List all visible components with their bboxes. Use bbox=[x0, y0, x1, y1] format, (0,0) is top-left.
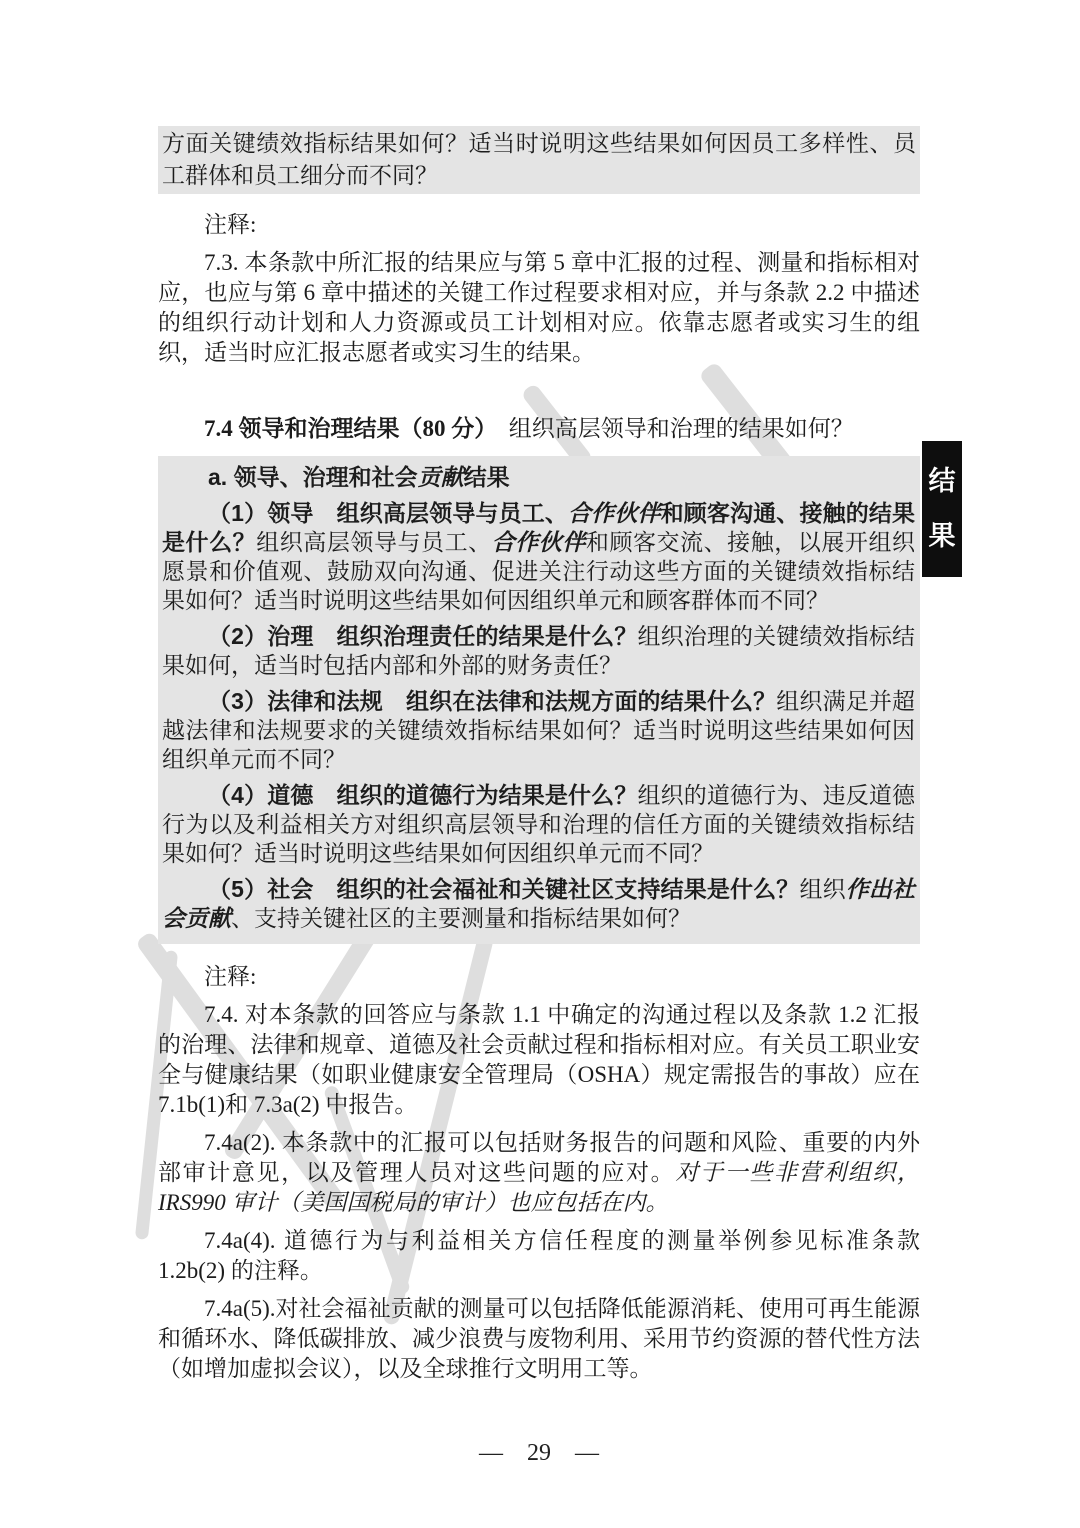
text-run: 对于一些非营利组织，IRS990 审计（美国国税局的审计）也应包括在内。 bbox=[158, 1160, 921, 1215]
section-a-highlight-block bbox=[158, 456, 920, 944]
text-run: 和顾客沟通、接触的结果是什么？ bbox=[162, 500, 916, 555]
note-paragraph-7-4a4: 7.4a(4). 道德行为与利益相关方信任程度的测量举例参见标准条款 1.2b(2) 的注释。 bbox=[158, 1228, 920, 1283]
text-run: 和顾客交流、接触，以展开组织愿景和价值观、鼓励双向沟通、促进关注行动这些方面的关键绩效指标结果如何？适当时说明这些结果如何因组织单元和顾客群体而不同？ bbox=[162, 529, 916, 613]
text-run: 组织满足并超越法律和法规要求的关键绩效指标结果如何？适当时说明这些结果如何因组织单元而不同？ bbox=[162, 688, 915, 772]
item-4-ethics bbox=[162, 781, 915, 868]
text-run: （4）道德 组织的道德行为结果是什么？ bbox=[208, 782, 638, 808]
text-run: 合作伙伴 bbox=[568, 501, 661, 526]
text-run: 结果 bbox=[463, 464, 510, 490]
heading-7-4 bbox=[158, 414, 920, 444]
page-number bbox=[158, 1438, 920, 1468]
text-run: （5）社会 组织的社会福祉和关键社区支持结果是什么？ bbox=[208, 876, 800, 902]
item-2-governance bbox=[162, 622, 915, 680]
text-run: （3）法律和法规 组织在法律和法规方面的结果什么？ bbox=[208, 688, 777, 714]
text-run: 组织的道德行为、违反道德行为以及利益相关方对组织高层领导和治理的信任方面的关键绩效指标结果如何？适当时说明这些结果如何因组织单元而不同？ bbox=[162, 782, 916, 866]
text-run: 组织高层领导和治理的结果如何？ bbox=[485, 416, 854, 441]
page-content bbox=[158, 0, 920, 1468]
text-run: 作出社会贡献 bbox=[162, 877, 915, 931]
page-number-dash-left: — bbox=[479, 1440, 503, 1466]
text-run: 7.4a(2). 本条款中的汇报可以包括财务报告的问题和风险、重要的内外部审计意见，以及管理人员对这些问题的应对。 bbox=[158, 1130, 920, 1185]
text-run: 组织 bbox=[799, 876, 846, 902]
chapter-tab-char: 果 bbox=[928, 520, 956, 551]
notes-label-1: 注释: bbox=[204, 212, 257, 237]
item-5-society bbox=[162, 875, 915, 933]
note-paragraph-7-4a2 bbox=[158, 1128, 920, 1218]
page-number-dash-right: — bbox=[575, 1440, 599, 1466]
text-run: 组织治理的关键绩效指标结果如何，适当时包括内部和外部的财务责任？ bbox=[162, 623, 916, 678]
text-run: （2）治理 组织治理责任的结果是什么？ bbox=[208, 623, 638, 649]
note-paragraph-7-3: 7.3. 本条款中所汇报的结果应与第 5 章中汇报的过程、测量和指标相对应，也应与第 6 章中描述的关键工作过程要求相对应，并与条款 2.2 中描述的组织行动计划和人力资源或员工计划相对应。依靠志愿者或实习生的组织，适当时应汇报志愿者或实习生的结果。 bbox=[158, 250, 920, 365]
item-1-leadership bbox=[162, 499, 915, 615]
note-paragraph-7-4: 7.4. 对本条款的回答应与条款 1.1 中确定的沟通过程以及条款 1.2 汇报的治理、法律和规章、道德及社会贡献过程和指标相对应。有关员工职业安全与健康结果（如职业健康安全管理局（OSHA）规定需报告的事故）应在 7.1b(1)和 7.3a(2) 中报告。 bbox=[158, 1002, 920, 1117]
text-run: （1）领导 组织高层领导与员工、 bbox=[208, 500, 569, 526]
text-run: 合作伙伴 bbox=[491, 530, 586, 555]
section-a-heading bbox=[162, 463, 915, 492]
chapter-tab-results bbox=[922, 441, 962, 577]
text-run: 贡献 bbox=[417, 465, 464, 490]
notes-label-2: 注释: bbox=[204, 964, 257, 989]
text-run: 、支持关键社区的主要测量和指标结果如何？ bbox=[231, 905, 691, 931]
carryover-question-highlight: 方面关键绩效指标结果如何？适当时说明这些结果如何因员工多样性、员工群体和员工细分而不同？ bbox=[158, 126, 920, 194]
text-run: 组织高层领导与员工、 bbox=[256, 529, 492, 555]
text-run: 7.4 领导和治理结果（80 分） bbox=[204, 416, 486, 441]
text-run: a. 领导、治理和社会 bbox=[208, 464, 418, 490]
note-paragraph-7-4a5: 7.4a(5).对社会福祉贡献的测量可以包括降低能源消耗、使用可再生能源和循环水、降低碳排放、减少浪费与废物利用、采用节约资源的替代性方法（如增加虚拟会议），以及全球推行文明用工等。 bbox=[158, 1296, 920, 1381]
item-3-law-regulation bbox=[162, 687, 915, 774]
page-number-value: 29 bbox=[527, 1440, 551, 1466]
chapter-tab-char: 结 bbox=[928, 466, 956, 497]
